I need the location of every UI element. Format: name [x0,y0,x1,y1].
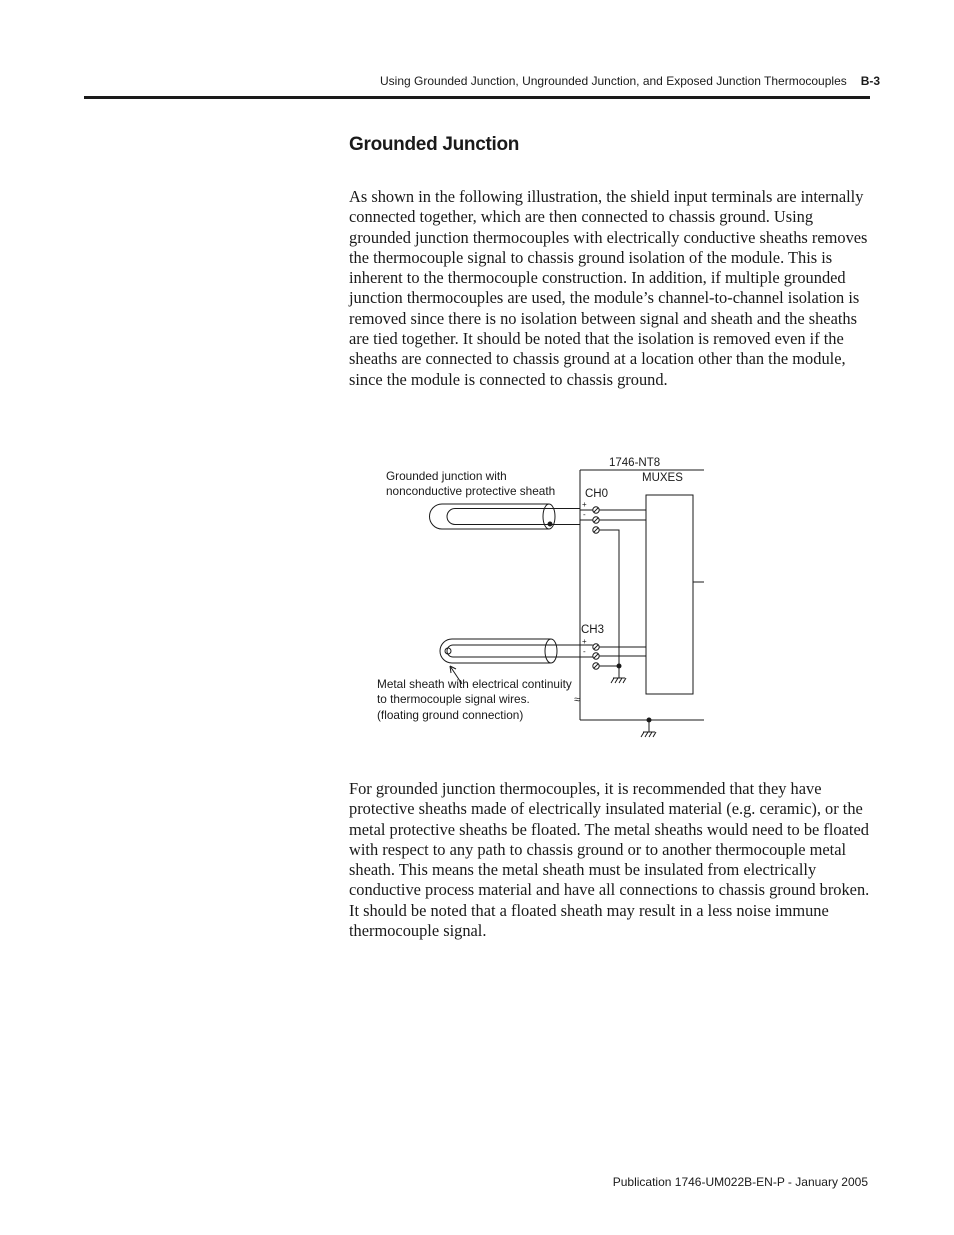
section-title: Grounded Junction [349,134,520,155]
tc3-sheath-end [545,639,557,663]
approx-symbol: ≈ [574,694,581,706]
header-rule [84,96,870,99]
page-number: B-3 [860,74,881,88]
tc1-sheath [442,504,549,529]
tc1-wire-outer [455,509,549,525]
running-title: Using Grounded Junction, Ungrounded Junction, and Exposed Junction Thermocouples [380,74,847,88]
ch0-plus: + [582,500,587,509]
wiring-diagram [370,450,710,750]
chassis-ground-symbol [641,732,656,737]
body-paragraph-1: As shown in the following illustration, the shield input terminals are internally connected together, which are then connected to chassis ground. Using grounded junction thermocouples with electrically conductive sheaths removes the thermocouple signal to chassis ground isolation of the module. This is inherent to the thermocouple construction. In addition, if multiple grounded junction thermocouples are used, the module’s channel-to-channel isolation is removed since there is no isolation between signal and sheath and the sheaths are tied together. It should be noted that the isolation is removed even if the sheaths are connected to chassis ground at a location other than the module, since the module is connected to chassis ground. [349,187,868,389]
running-head [380,74,881,88]
label-top-line1: Grounded junction with [386,469,507,483]
module-label: 1746-NT8 [609,457,661,469]
ch0-minus: - [583,510,586,519]
label-top-line2: nonconductive protective sheath [386,484,556,498]
tc3-wire-outer [453,645,551,657]
mux-label: MUXES [642,472,683,484]
label-bottom-line3: (floating ground connection) [377,708,524,722]
internal-ground-symbol [611,678,626,683]
ch3-label: CH3 [581,624,605,636]
tc3-sheath [452,639,551,663]
ch0-label: CH0 [585,488,609,500]
label-bottom-line1: Metal sheath with electrical continuity [377,677,572,691]
ch3-plus: + [582,637,587,646]
ch3-minus: - [583,647,586,656]
body-paragraph-2: For grounded junction thermocouples, it is recommended that they have protective sheaths made of electrically insulated material (e.g. ceramic), or the metal protective sheaths be floated. The metal sheaths would need to be floated with respect to any path to chassis ground or to another thermocouple metal sheath. This means the metal sheath must be insulated from electrically conductive process material and have all connections to chassis ground broken. It should be noted that a floated sheath may result in a less noise immune thermocouple signal. [349,779,870,941]
label-bottom-line2: to thermocouple signal wires. [377,692,530,706]
tc3-tip [445,648,451,654]
tc1-junction-dot [548,522,552,526]
mux-box [646,495,693,694]
publication-footer: Publication 1746-UM022B-EN-P - January 2005 [612,1175,868,1189]
